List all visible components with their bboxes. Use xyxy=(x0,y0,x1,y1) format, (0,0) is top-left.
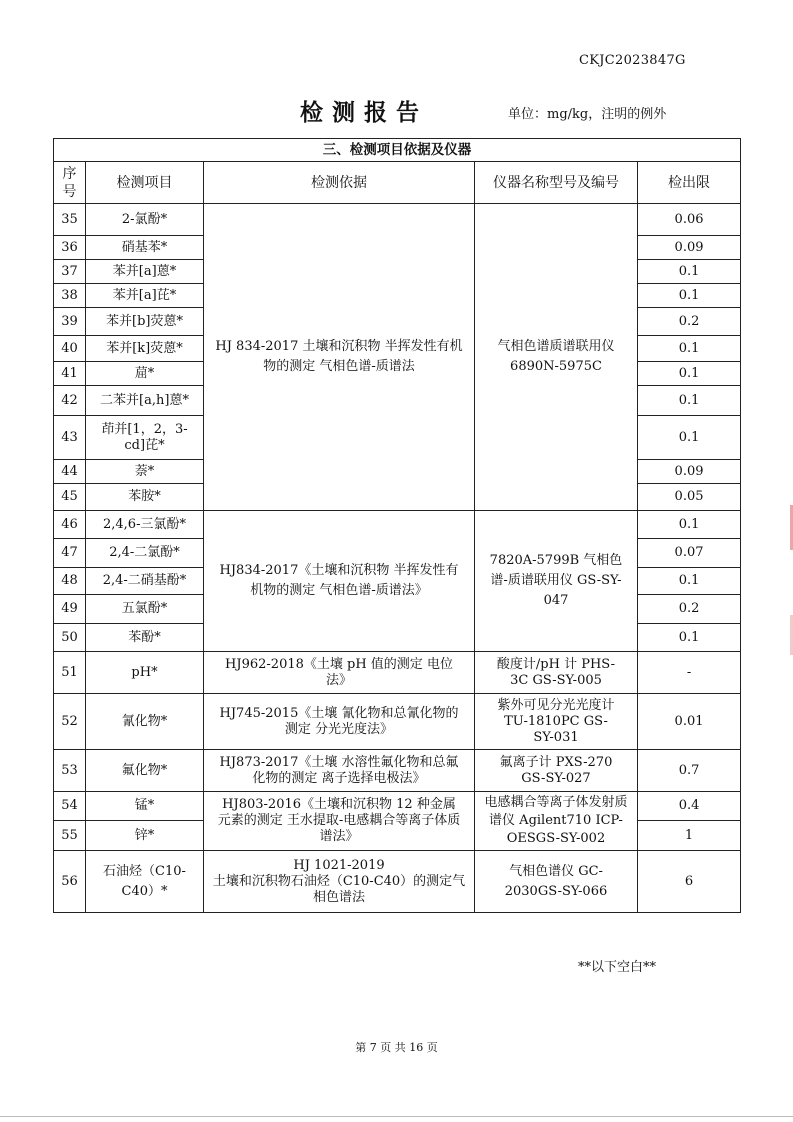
row-instrument: 酸度计/pH 计 PHS-3C GS-SY-005 xyxy=(475,652,638,694)
row-item: 䓛* xyxy=(86,362,204,386)
row-limit: 0.07 xyxy=(638,539,741,568)
row-no: 48 xyxy=(54,568,86,595)
row-item: 硝基苯* xyxy=(86,236,204,260)
row-instrument: 电感耦合等离子体发射质谱仪 Agilent710 ICP-OESGS-SY-002 xyxy=(475,792,638,851)
row-item: 2,4,6-三氯酚* xyxy=(86,511,204,539)
row-limit: 0.1 xyxy=(638,624,741,652)
row-item: pH* xyxy=(86,652,204,694)
col-header-limit: 检出限 xyxy=(638,162,741,204)
row-no: 35 xyxy=(54,204,86,236)
row-instrument: 7820A-5799B 气相色谱-质谱联用仪 GS-SY-047 xyxy=(475,511,638,652)
col-header-basis: 检测依据 xyxy=(204,162,475,204)
row-limit: 0.2 xyxy=(638,308,741,336)
row-limit: 0.2 xyxy=(638,595,741,624)
row-basis: HJ834-2017《土壤和沉积物 半挥发性有机物的测定 气相色谱-质谱法》 xyxy=(204,511,475,652)
row-limit: 6 xyxy=(638,851,741,913)
detection-basis-table xyxy=(53,138,741,913)
row-basis: HJ803-2016《土壤和沉积物 12 种金属元素的测定 王水提取-电感耦合等离子体质谱法》 xyxy=(204,792,475,851)
row-instrument: 紫外可见分光光度计 TU-1810PC GS-SY-031 xyxy=(475,694,638,750)
row-limit: 0.06 xyxy=(638,204,741,236)
row-no: 44 xyxy=(54,460,86,484)
header-row xyxy=(54,162,741,204)
row-no: 38 xyxy=(54,284,86,308)
row-no: 42 xyxy=(54,386,86,416)
row-limit: 0.1 xyxy=(638,336,741,362)
row-no: 49 xyxy=(54,595,86,624)
table-row xyxy=(54,750,741,792)
row-item: 2,4-二硝基酚* xyxy=(86,568,204,595)
row-limit: 0.09 xyxy=(638,236,741,260)
row-no: 56 xyxy=(54,851,86,913)
row-no: 36 xyxy=(54,236,86,260)
row-instrument: 氟离子计 PXS-270 GS-SY-027 xyxy=(475,750,638,792)
col-header-no: 序号 xyxy=(54,162,86,204)
row-basis: HJ962-2018《土壤 pH 值的测定 电位法》 xyxy=(204,652,475,694)
row-item: 氟化物* xyxy=(86,750,204,792)
row-item: 石油烃（C10-C40）* xyxy=(86,851,204,913)
row-no: 43 xyxy=(54,416,86,460)
row-basis xyxy=(204,851,475,913)
row-item: 五氯酚* xyxy=(86,595,204,624)
blank-note: **以下空白** xyxy=(578,960,657,975)
row-item: 氰化物* xyxy=(86,694,204,750)
row-no: 52 xyxy=(54,694,86,750)
row-limit: 0.09 xyxy=(638,460,741,484)
row-basis: HJ873-2017《土壤 水溶性氟化物和总氟化物的测定 离子选择电极法》 xyxy=(204,750,475,792)
row-no: 54 xyxy=(54,792,86,821)
page-footer: 第 7 页 共 16 页 xyxy=(355,1041,438,1054)
row-limit: 0.1 xyxy=(638,511,741,539)
row-item: 二苯并[a,h]蒽* xyxy=(86,386,204,416)
col-header-instrument: 仪器名称型号及编号 xyxy=(475,162,638,204)
row-no: 46 xyxy=(54,511,86,539)
row-item: 苯并[a]芘* xyxy=(86,284,204,308)
row-limit: 0.1 xyxy=(638,260,741,284)
row-limit: 0.1 xyxy=(638,416,741,460)
table-row xyxy=(54,792,741,821)
row-limit: 0.1 xyxy=(638,284,741,308)
row-limit: 0.4 xyxy=(638,792,741,821)
row-item: 2-氯酚* xyxy=(86,204,204,236)
row-no: 53 xyxy=(54,750,86,792)
row-item: 苯酚* xyxy=(86,624,204,652)
row-item: 苯胺* xyxy=(86,484,204,511)
row-no: 39 xyxy=(54,308,86,336)
col-header-item: 检测项目 xyxy=(86,162,204,204)
row-instrument: 气相色谱质谱联用仪 6890N-5975C xyxy=(475,204,638,511)
table-row xyxy=(54,694,741,750)
basis-line-1: HJ 1021-2019 xyxy=(293,857,385,873)
row-no: 47 xyxy=(54,539,86,568)
row-limit: 0.05 xyxy=(638,484,741,511)
table-row xyxy=(54,511,741,539)
report-number: CKJC2023847G xyxy=(579,53,686,68)
table-row xyxy=(54,851,741,913)
row-item: 萘* xyxy=(86,460,204,484)
row-item: 茚并[1，2，3-cd]芘* xyxy=(86,416,204,460)
row-limit: 0.7 xyxy=(638,750,741,792)
row-item: 苯并[k]荧蒽* xyxy=(86,336,204,362)
table-row xyxy=(54,204,741,236)
row-no: 55 xyxy=(54,821,86,851)
row-item: 苯并[a]蒽* xyxy=(86,260,204,284)
row-limit: 1 xyxy=(638,821,741,851)
row-limit: 0.1 xyxy=(638,568,741,595)
row-item: 2,4-二氯酚* xyxy=(86,539,204,568)
row-limit: 0.1 xyxy=(638,386,741,416)
row-no: 45 xyxy=(54,484,86,511)
section-title: 三、检测项目依据及仪器 xyxy=(54,139,741,162)
row-limit: 0.1 xyxy=(638,362,741,386)
page-bottom-line xyxy=(0,1116,793,1117)
row-no: 37 xyxy=(54,260,86,284)
row-no: 41 xyxy=(54,362,86,386)
row-no: 51 xyxy=(54,652,86,694)
row-item: 锌* xyxy=(86,821,204,851)
basis-line-2: 土壤和沉积物石油烃（C10-C40）的测定气相色谱法 xyxy=(212,873,466,905)
row-basis: HJ745-2015《土壤 氰化物和总氰化物的测定 分光光度法》 xyxy=(204,694,475,750)
row-limit: 0.01 xyxy=(638,694,741,750)
row-no: 40 xyxy=(54,336,86,362)
row-limit: - xyxy=(638,652,741,694)
row-item: 苯并[b]荧蒽* xyxy=(86,308,204,336)
row-item: 锰* xyxy=(86,792,204,821)
page-title: 检测报告 xyxy=(300,99,428,126)
unit-note: 单位：mg/kg，注明的例外 xyxy=(508,107,667,122)
table-row xyxy=(54,652,741,694)
row-no: 50 xyxy=(54,624,86,652)
row-basis: HJ 834-2017 土壤和沉积物 半挥发性有机物的测定 气相色谱-质谱法 xyxy=(204,204,475,511)
row-instrument: 气相色谱仪 GC-2030GS-SY-066 xyxy=(475,851,638,913)
